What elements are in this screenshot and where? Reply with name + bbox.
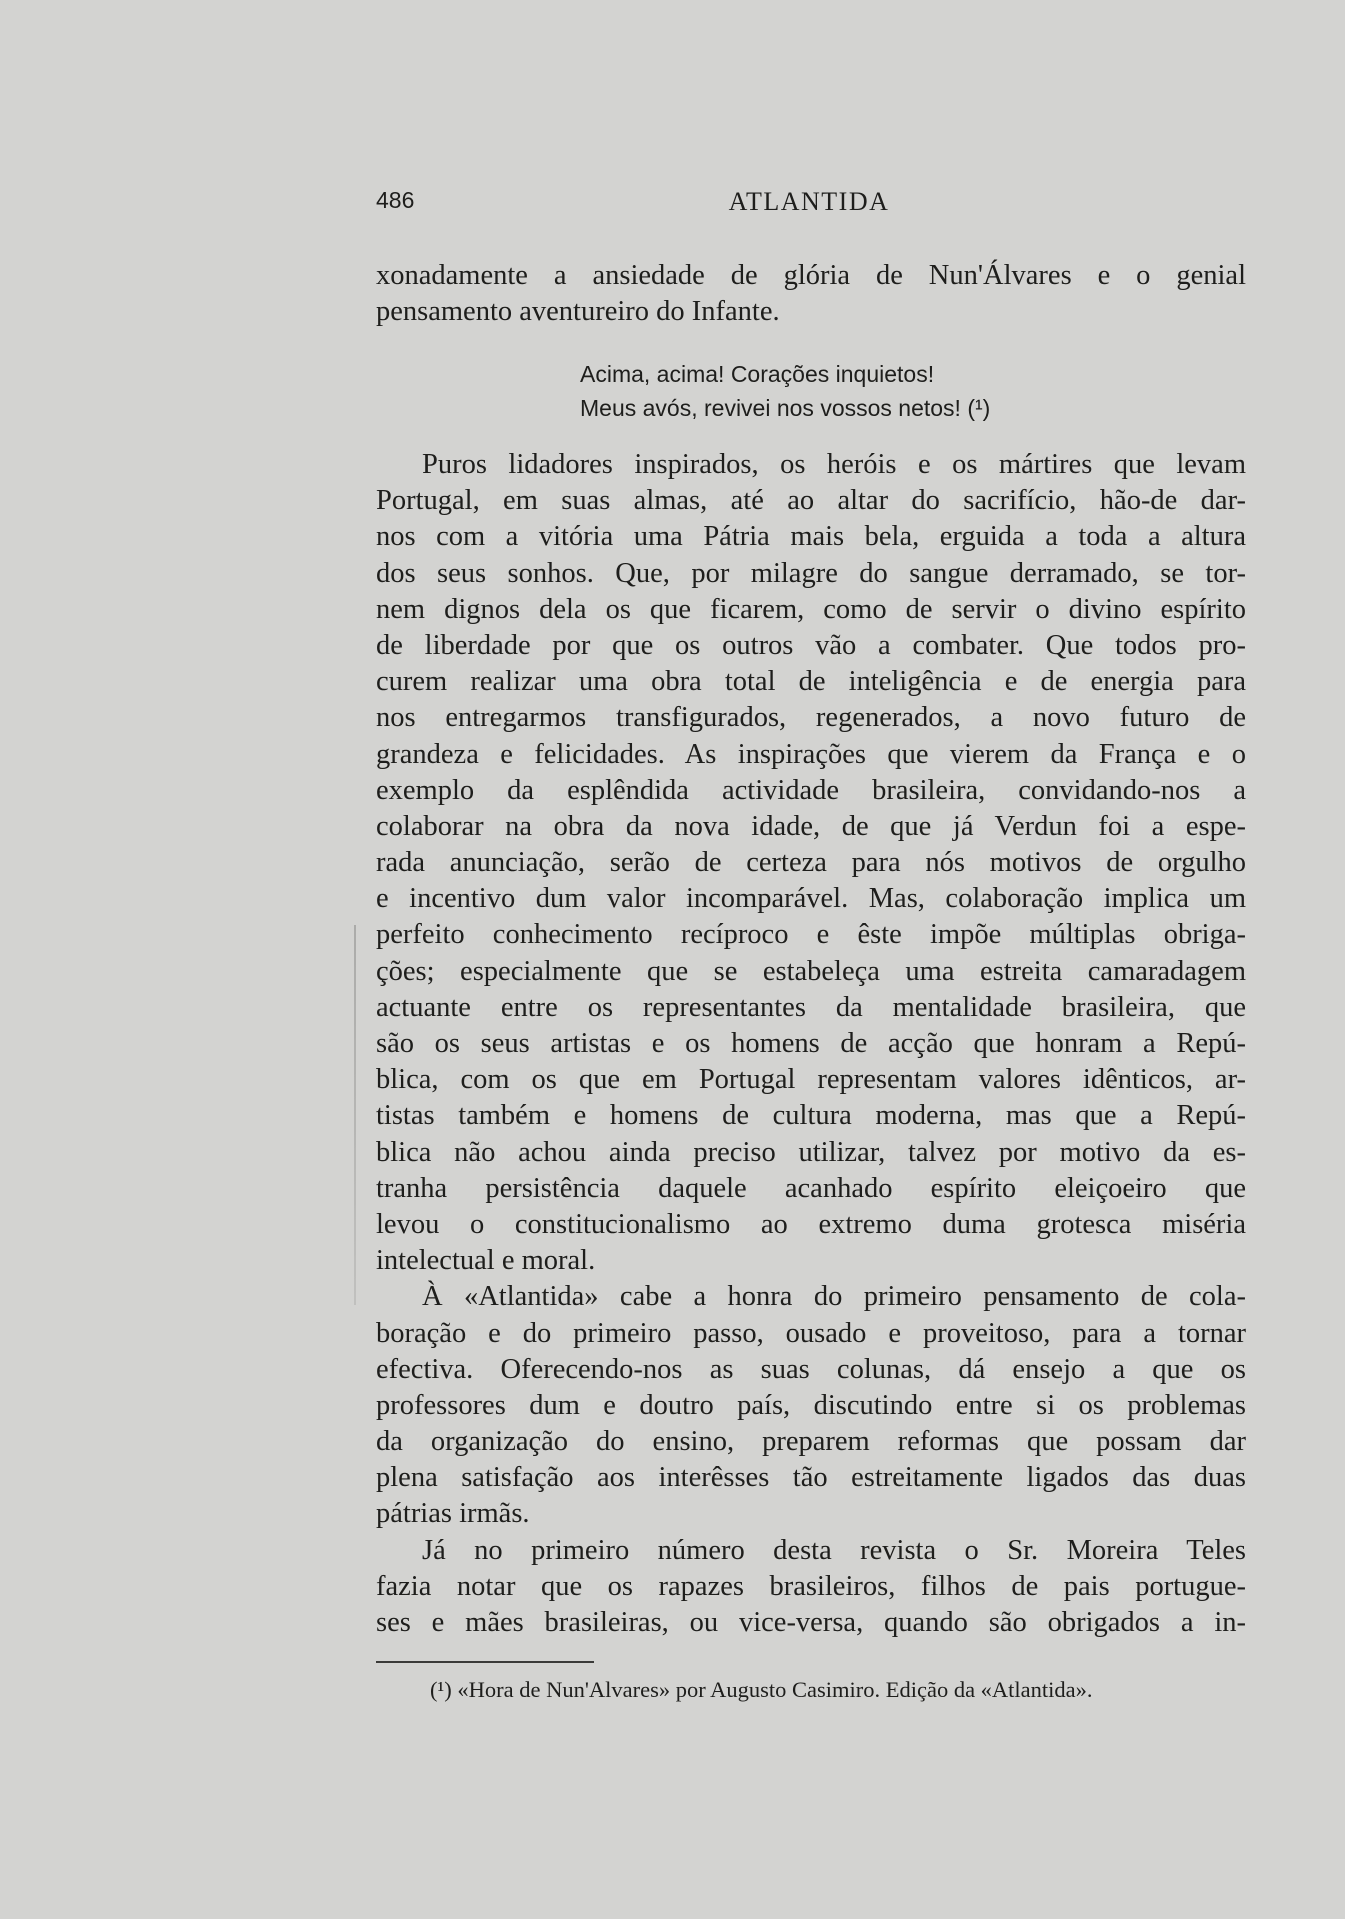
footnote-rule [376,1661,594,1663]
text-line: tistas também e homens de cultura moderna, mas que a Repú- [376,1100,1246,1132]
text-line: professores dum e doutro país, discutindo entre si os problemas [376,1389,1246,1421]
text-line: rada anunciação, serão de certeza para nós motivos de orgulho [376,847,1246,879]
text-line: nos com a vitória uma Pátria mais bela, erguida a toda a altura [376,521,1246,553]
text-line: plena satisfação aos interêsses tão estreitamente ligados das duas [376,1462,1246,1494]
text-line: nem dignos dela os que ficarem, como de servir o divino espírito [376,593,1246,625]
text-line: perfeito conhecimento recíproco e êste impõe múltiplas obriga- [376,919,1246,951]
text-line: efectiva. Oferecendo-nos as suas colunas, dá ensejo a que os [376,1353,1246,1385]
text-line: dos seus sonhos. Que, por milagre do sangue derramado, se tor- [376,557,1246,589]
text-line: e incentivo dum valor incomparável. Mas, colaboração implica um [376,883,1246,915]
verse-line: Meus avós, revivei nos vossos netos! (¹) [580,395,991,421]
text-line: tranha persistência daquele acanhado espírito eleiçoeiro que [376,1172,1246,1204]
margin-mark [354,925,356,1305]
text-line: nos entregarmos transfigurados, regenerados, a novo futuro de [376,702,1246,734]
verse-quote [580,357,1100,425]
text-line: Puros lidadores inspirados, os heróis e os mártires que levam [422,449,1246,480]
page-header [376,187,1246,223]
text-line: boração e do primeiro passo, ousado e proveitoso, para a tornar [376,1317,1246,1349]
text-line: pátrias irmãs. [376,1498,530,1530]
text-line: xonadamente a ansiedade de glória de Nun'Álvares e o genial [376,260,1246,291]
page-number: 486 [376,187,415,213]
text-line: de liberdade por que os outros vão a combater. Que todos pro- [376,629,1246,661]
text-line: ses e mães brasileiras, ou vice-versa, quando são obrigados a in- [376,1607,1246,1638]
running-title: ATLANTIDA [728,187,890,216]
text-line: ções; especialmente que se estabeleça uma estreita camaradagem [376,955,1246,987]
text-line: Já no primeiro número desta revista o Sr. Moreira Teles [422,1534,1246,1566]
verse-line: Acima, acima! Corações inquietos! [580,361,935,387]
text-line: blica não achou ainda preciso utilizar, talvez por motivo da es- [376,1136,1246,1168]
text-line: fazia notar que os rapazes brasileiros, filhos de pais portugue- [376,1570,1246,1602]
text-line: blica, com os que em Portugal representam valores idênticos, ar- [376,1064,1246,1096]
opening-text [376,258,1246,330]
body-text [376,447,1246,1641]
text-line: intelectual e moral. [376,1245,596,1277]
text-line: são os seus artistas e os homens de acção que honram a Repú- [376,1028,1246,1059]
text-line: colaborar na obra da nova idade, de que já Verdun foi a espe- [376,810,1246,842]
text-line: grandeza e felicidades. As inspirações que vierem da França e o [376,738,1246,770]
text-line: da organização do ensino, preparem reformas que possam dar [376,1426,1246,1458]
footnote: (¹) «Hora de Nun'Alvares» por Augusto Casimiro. Edição da «Atlantida». [430,1677,1093,1702]
text-line: levou o constitucionalismo ao extremo duma grotesca miséria [376,1208,1246,1240]
text-line: À «Atlantida» cabe a honra do primeiro pensamento de cola- [422,1281,1246,1313]
text-line: pensamento aventureiro do Infante. [376,296,780,328]
text-line: actuante entre os representantes da mentalidade brasileira, que [376,991,1246,1023]
text-line: Portugal, em suas almas, até ao altar do sacrifício, hão-de dar- [376,485,1246,517]
text-line: exemplo da esplêndida actividade brasileira, convidando-nos a [376,774,1246,806]
text-line: curem realizar uma obra total de inteligência e de energia para [376,666,1246,698]
